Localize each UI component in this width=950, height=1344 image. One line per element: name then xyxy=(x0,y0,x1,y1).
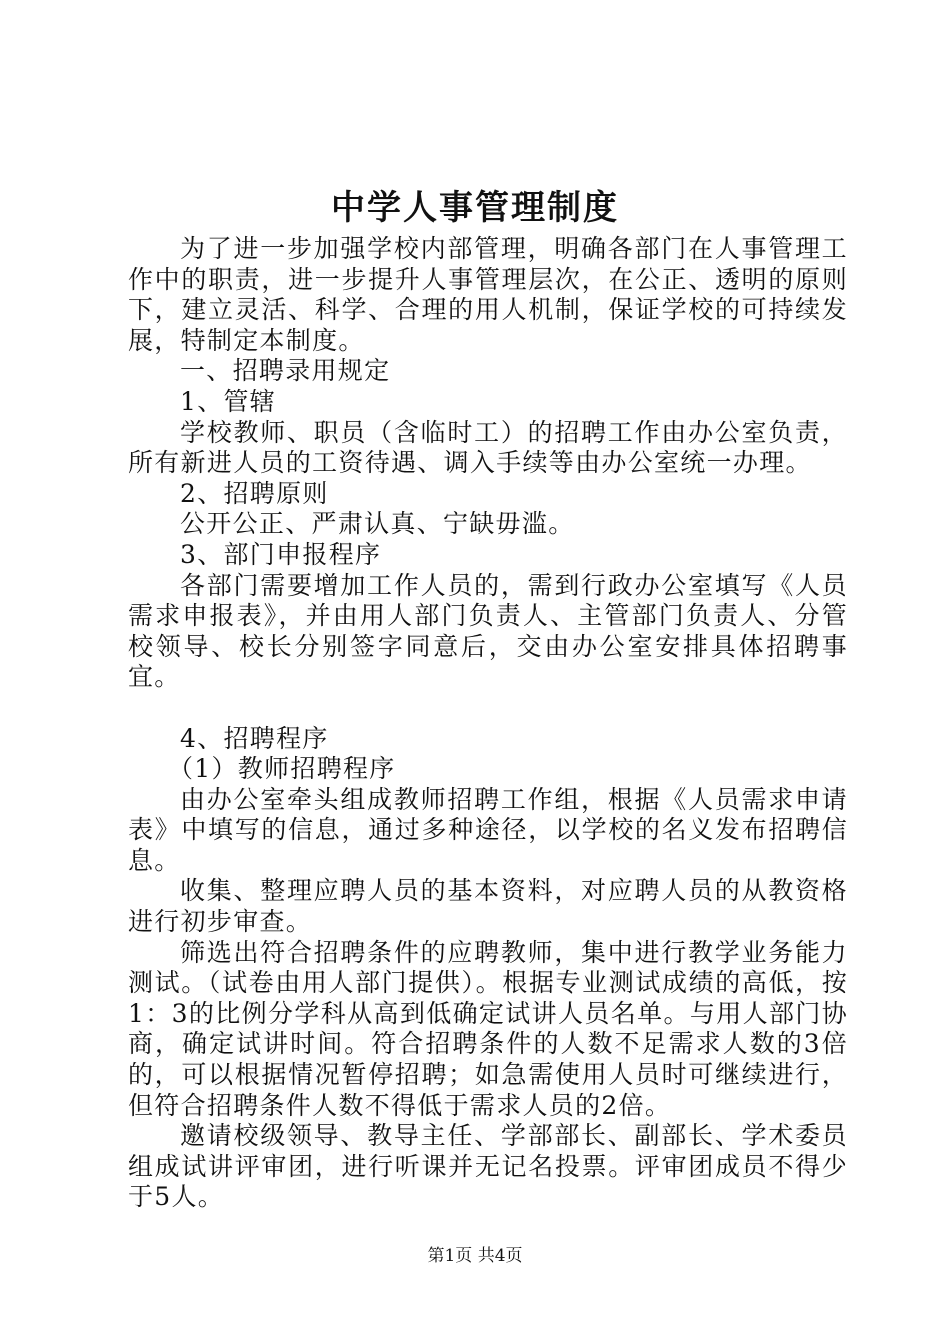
teacher-procedure-paragraph-4: 邀请校级领导、教导主任、学部部长、副部长、学术委员组成试讲评审团，进行听课并无记名投票。评审团成员不得少于5人。 xyxy=(128,1121,848,1212)
page-number-footer: 第1页 共4页 xyxy=(427,1246,523,1266)
subsection-heading-principles: 2、招聘原则 xyxy=(180,478,329,508)
subsection-heading-procedure: 4、招聘程序 xyxy=(180,723,329,753)
teacher-procedure-paragraph-3: 筛选出符合招聘条件的应聘教师，集中进行教学业务能力测试。（试卷由用人部门提供）。根据专业测试成绩的高低，按1：3的比例分学科从高到低确定试讲人员名单。与用人部门协商，确定试讲时间。符合招聘条件的人数不足需求人数的3倍的，可以根据情况暂停招聘；如急需使用人员时可继续进行，但符合招聘条件人数不得低于需求人员的2倍。 xyxy=(128,937,848,1120)
jurisdiction-paragraph: 学校教师、职员（含临时工）的招聘工作由办公室负责，所有新进人员的工资待遇、调入手续等由办公室统一办理。 xyxy=(128,417,848,478)
subsection-heading-department-application: 3、部门申报程序 xyxy=(180,539,382,569)
department-application-paragraph: 各部门需要增加工作人员的，需到行政办公室填写《人员需求申报表》，并由用人部门负责人、主管部门负责人、分管校领导、校长分别签字同意后，交由办公室安排具体招聘事宜。 xyxy=(128,570,848,692)
subsection-heading-jurisdiction: 1、管辖 xyxy=(180,386,277,416)
document-title: 中学人事管理制度 xyxy=(331,188,619,228)
subsection-heading-teacher-procedure: （1）教师招聘程序 xyxy=(168,754,396,784)
intro-paragraph: 为了进一步加强学校内部管理，明确各部门在人事管理工作中的职责，进一步提升人事管理层次，在公正、透明的原则下，建立灵活、科学、合理的用人机制，保证学校的可持续发展，特制定本制度。 xyxy=(128,234,848,355)
teacher-procedure-paragraph-1: 由办公室牵头组成教师招聘工作组，根据《人员需求申请表》中填写的信息，通过多种途径，以学校的名义发布招聘信息。 xyxy=(128,784,848,875)
principles-paragraph: 公开公正、严肃认真、宁缺毋滥。 xyxy=(180,509,575,539)
teacher-procedure-paragraph-2: 收集、整理应聘人员的基本资料，对应聘人员的从教资格进行初步审查。 xyxy=(128,876,848,937)
document-body xyxy=(128,234,848,1213)
paragraph-spacer xyxy=(128,693,848,724)
section-heading-recruitment: 一、招聘录用规定 xyxy=(180,356,391,386)
